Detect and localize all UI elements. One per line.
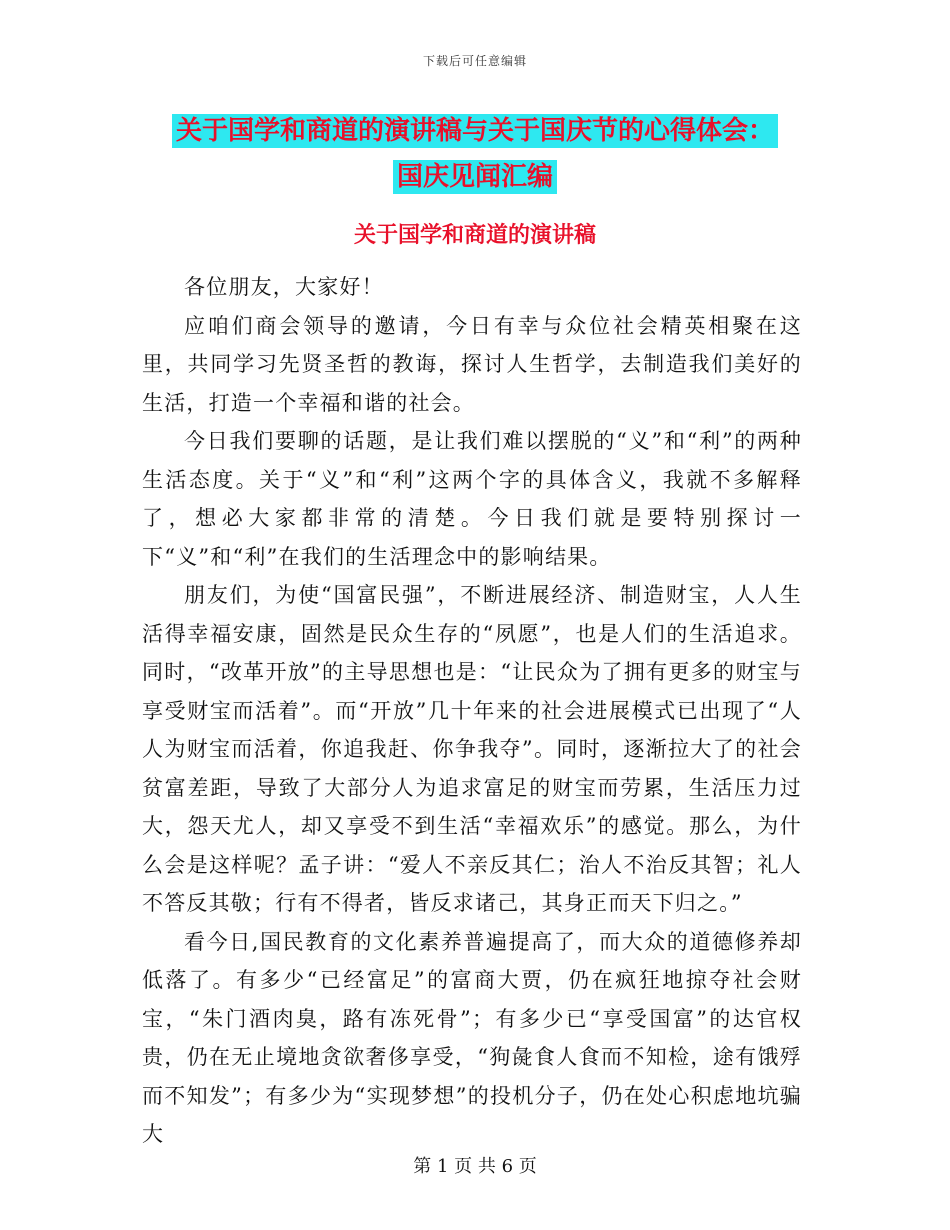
paragraph: 各位朋友，大家好！ xyxy=(184,275,384,299)
document-title-line-1: 关于国学和商道的演讲稿与关于国庆节的心得体会： xyxy=(172,114,778,148)
document-title xyxy=(0,108,950,200)
section-title: 关于国学和商道的演讲稿 xyxy=(353,223,596,248)
page-header: 下载后可任意编辑 xyxy=(422,54,527,68)
paragraph: 看今日,国民教育的文化素养普遍提高了，而大众的道德修养却低落了。有多少“已经富足”的富商大贾，仍在疯狂地掠夺社会财宝，“朱门酒肉臭，路有冻死骨”；有多少已“享受国富”的达官权贵，仍在无止境地贪欲奢侈享受，“狗彘食人食而不知检，途有饿殍而不知发”；有多少为“实现梦想”的投机分子，仍在处心积虑地坑骗大 xyxy=(142,929,802,1146)
paragraph: 今日我们要聊的话题，是让我们难以摆脱的“义”和“利”的两种生活态度。关于“义”和“利”这两个字的具体含义，我就不多解释了，想必大家都非常的清楚。今日我们就是要特别探讨一下“义”和“利”在我们的生活理念中的影响结果。 xyxy=(142,429,802,569)
paragraph: 应咱们商会领导的邀请，今日有幸与众位社会精英相聚在这里，共同学习先贤圣哲的教诲，探讨人生哲学，去制造我们美好的生活，打造一个幸福和谐的社会。 xyxy=(142,313,802,415)
body-text xyxy=(142,268,802,1154)
document-title-line-2: 国庆见闻汇编 xyxy=(393,160,557,194)
page-footer: 第 1 页 共 6 页 xyxy=(413,1156,537,1177)
paragraph: 朋友们，为使“国富民强”，不断进展经济、制造财宝，人人生活得幸福安康，固然是民众生存的“夙愿”，也是人们的生活追求。同时，“改革开放”的主导思想也是：“让民众为了拥有更多的财宝与享受财宝而活着”。而“开放”几十年来的社会进展模式已出现了“人人为财宝而活着，你追我赶、你争我夺”。同时，逐渐拉大了的社会贫富差距，导致了大部分人为追求富足的财宝而劳累，生活压力过大，怨天尤人，却又享受不到生活“幸福欢乐”的感觉。那么，为什么会是这样呢？孟子讲：“爱人不亲反其仁；治人不治反其智；礼人不答反其敬；行有不得者，皆反求诸己，其身正而天下归之。” xyxy=(142,583,802,915)
